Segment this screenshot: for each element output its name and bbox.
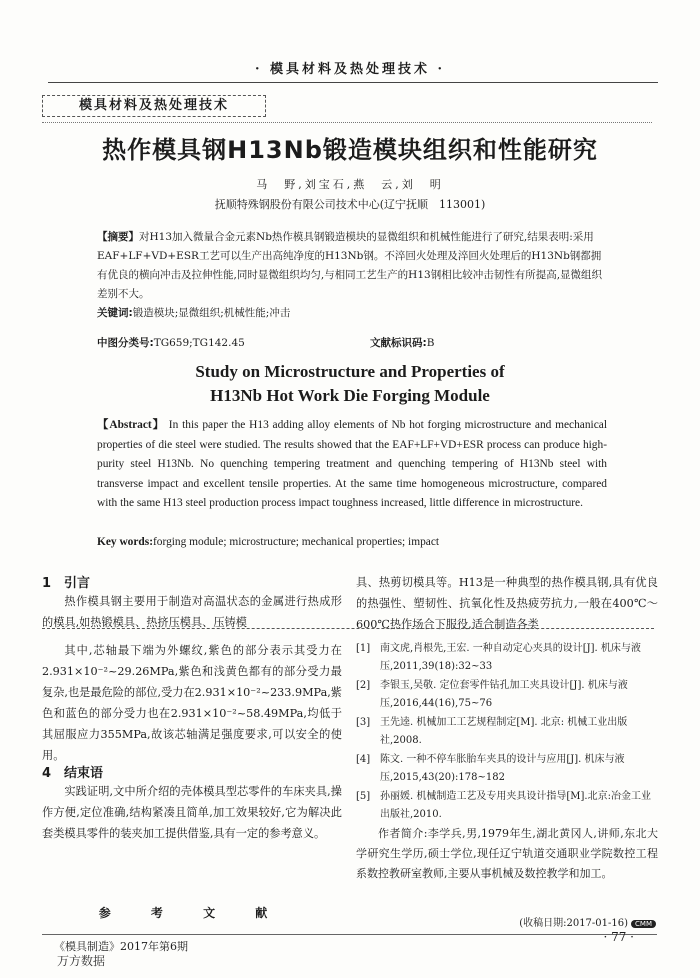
reference-number: [5] (356, 791, 371, 802)
conclusion-text: 实践证明,文中所介绍的壳体模具型芯零件的车床夹具,操作方便,定位准确,结构紧凑且简单,加工效果较好,它为解决此套类模具零件的装夹加工提供借鉴,具有一定的参考意义。 (42, 785, 342, 840)
classification-value: TG659;TG142.45 (153, 337, 245, 349)
document-code (370, 335, 434, 350)
header-rule (48, 82, 658, 83)
section-divider (42, 628, 654, 629)
article-title: 热作模具钢H13Nb锻造模块组织和性能研究 (102, 136, 598, 164)
references-list (356, 640, 656, 825)
abstract-en-text: In this paper the H13 adding alloy elements of Nb hot forging microstructure and mechanical properties of die steel were studied. The results showed that the EAF+LF+VD+ESR process can produce high-purity steel H13Nb. No quenching tempering treatment and quenching tempering of H13Nb steel with transverse impact and excellent tensile properties. At the same time homogeneous microstructure, compared with the same H13 steel production process impact toughness increased, little difference in microstructure. (97, 419, 607, 510)
keywords-en (97, 536, 607, 548)
running-header: · 模具材料及热处理技术 · (254, 62, 446, 77)
abstract-cn-text: 对H13加入微量合金元素Nb热作模具钢锻造模块的显微组织和机械性能进行了研究,结果表明:采用EAF+LF+VD+ESR工艺可以生产出高纯净度的H13Nb钢。不淬回火处理及淬回火处理后的H13Nb钢都拥有优良的横向冲击及拉伸性能,同时显微组织均匀,与相同工艺生产的H13钢相比较冲击韧性有所提高,显微组织差别不大。 (97, 231, 603, 300)
classification-label: 中图分类号: (97, 337, 154, 349)
keywords-cn-label: 关键词: (97, 307, 133, 319)
reference-number: [2] (356, 680, 371, 691)
reference-number: [3] (356, 717, 371, 728)
author-bio: 作者简介:李学兵,男,1979年生,湖北黄冈人,讲师,东北大学研究生学历,硕士学位,现任辽宁轨道交通职业学院数控工程系数控教研室教师,主要从事机械及数控教学和加工。 (356, 827, 658, 880)
dotted-divider (42, 122, 652, 123)
reference-item (356, 751, 656, 786)
intro-text-left: 热作模具钢主要用于制造对高温状态的金属进行热成形的模具,如热锻模具、热挤压模具、压铸模 (42, 595, 342, 629)
intro-section (42, 572, 342, 633)
reference-item (356, 640, 656, 675)
abstract-en-label: 【Abstract】 (97, 419, 166, 431)
keywords-cn-text: 锻造模块;显微组织;机械性能;冲击 (132, 307, 291, 319)
keywords-en-label: Key words: (97, 536, 153, 548)
english-title-line: H13Nb Hot Work Die Forging Module (210, 386, 490, 405)
watermark: 万方数据 (57, 954, 106, 968)
received-date (519, 914, 656, 929)
page-number: · 77 · (603, 930, 634, 944)
reference-text: 孙丽媛. 机械制造工艺及专用夹具设计指导[M].北京:冶金工业出版社,2010. (380, 791, 651, 820)
english-title-line: Study on Microstructure and Properties of (195, 362, 505, 381)
intro-heading: 1 引言 (42, 576, 91, 591)
abstract-cn-label: 【摘要】 (97, 231, 139, 243)
affiliation: 抚顺特殊钢股份有限公司技术中心(辽宁抚顺 113001) (214, 198, 486, 211)
intro-text-right: 具、热剪切模具等。H13是一种典型的热作模具钢,具有优良的热强性、塑韧性、抗氧化性及热疲劳抗力,一般在400℃～600℃热作场合下服役,适合制造各类 (356, 576, 658, 631)
lower-left-text: 其中,芯轴最下端为外螺纹,紫色的部分表示其受力在2.931×10⁻²~29.26MPa,紫色和浅黄色都有的部分受力最复杂,也是最危险的部位,受力在2.931×10⁻²~233.9MPa,紫色和蓝色的部分受力也在2.931×10⁻²~58.49MPa,均低于其屈服应力355MPa,故该芯轴满足强度要求,可以安全的使用。 (42, 644, 342, 762)
journal-issue: 《模具制造》2017年第6期 (54, 940, 188, 953)
references-heading: 参 考 文 献 (98, 906, 286, 920)
english-title (0, 360, 700, 408)
doc-code-value: B (426, 337, 435, 349)
column-badge: 模具材料及热处理技术 (42, 95, 266, 117)
conclusion-section (42, 762, 342, 844)
received-date-text: (收稿日期:2017-01-16) (519, 918, 629, 929)
abstract-en (97, 416, 607, 514)
reference-text: 李银玉,吴敬. 定位套零件钻孔加工夹具设计[J]. 机床与液压,2016,44(16),75~76 (380, 680, 628, 709)
footer-rule (42, 934, 657, 935)
keywords-en-text: forging module; microstructure; mechanical properties; impact (153, 536, 440, 548)
reference-number: [4] (356, 754, 371, 765)
reference-number: [1] (356, 643, 371, 654)
reference-item (356, 677, 656, 712)
classification-line (97, 335, 607, 350)
reference-item (356, 788, 656, 823)
doc-code-label: 文献标识码: (370, 337, 427, 349)
reference-text: 王先逵. 机械加工工艺规程制定[M]. 北京: 机械工业出版社,2008. (380, 717, 628, 746)
authors: 马 野,刘宝石,燕 云,刘 明 (256, 178, 444, 191)
abstract-cn (97, 228, 607, 323)
conclusion-heading: 4 结束语 (42, 766, 104, 781)
reference-text: 南文虎,肖根先,王宏. 一种自动定心夹具的设计[J]. 机床与液压,2011,39(18):32~33 (380, 643, 641, 672)
reference-item (356, 714, 656, 749)
reference-text: 陈文. 一种不停车胀胎车夹具的设计与应用[J]. 机床与液压,2015,43(20):178~182 (380, 754, 625, 783)
cmm-logo-icon: CMM (631, 920, 656, 928)
